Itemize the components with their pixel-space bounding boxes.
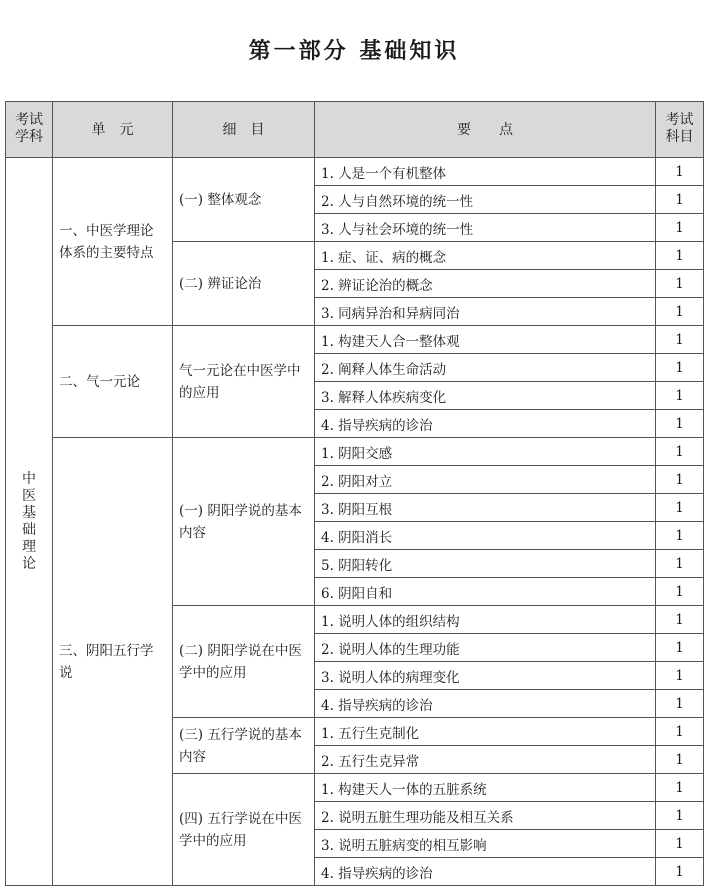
point-cell: 6. 阴阳自和 (315, 578, 656, 606)
point-cell: 2. 人与自然环境的统一性 (315, 186, 656, 214)
unit-cell: 一、中医学理论体系的主要特点 (53, 158, 173, 326)
point-cell: 1. 人是一个有机整体 (315, 158, 656, 186)
point-cell: 1. 构建天人一体的五脏系统 (315, 774, 656, 802)
point-cell: 1. 五行生克制化 (315, 718, 656, 746)
level-cell: 1 (656, 802, 704, 830)
level-cell: 1 (656, 186, 704, 214)
level-cell: 1 (656, 522, 704, 550)
point-cell: 3. 同病异治和异病同治 (315, 298, 656, 326)
level-cell: 1 (656, 662, 704, 690)
point-cell: 2. 五行生克异常 (315, 746, 656, 774)
header-detail: 细 目 (173, 102, 315, 158)
level-cell: 1 (656, 354, 704, 382)
level-cell: 1 (656, 214, 704, 242)
level-cell: 1 (656, 578, 704, 606)
level-cell: 1 (656, 634, 704, 662)
point-cell: 3. 阴阳互根 (315, 494, 656, 522)
level-cell: 1 (656, 466, 704, 494)
point-cell: 1. 症、证、病的概念 (315, 242, 656, 270)
page-title: 第一部分 基础知识 (248, 39, 460, 64)
point-cell: 2. 阐释人体生命活动 (315, 354, 656, 382)
table-row (6, 326, 704, 354)
point-cell: 1. 说明人体的组织结构 (315, 606, 656, 634)
level-cell: 1 (656, 718, 704, 746)
level-cell: 1 (656, 326, 704, 354)
detail-cell: (二) 辨证论治 (173, 242, 315, 326)
unit-cell: 三、阴阳五行学说 (53, 438, 173, 886)
detail-cell: (三) 五行学说的基本内容 (173, 718, 315, 774)
detail-cell: 气一元论在中医学中的应用 (173, 326, 315, 438)
unit-cell: 二、气一元论 (53, 326, 173, 438)
level-cell: 1 (656, 690, 704, 718)
header-unit: 单 元 (53, 102, 173, 158)
point-cell: 3. 说明人体的病理变化 (315, 662, 656, 690)
point-cell: 4. 阴阳消长 (315, 522, 656, 550)
header-level: 考试科目 (656, 102, 704, 158)
detail-cell: (一) 整体观念 (173, 158, 315, 242)
subject-cell: 中医基础理论 (6, 158, 53, 886)
table-row (6, 438, 704, 466)
level-cell: 1 (656, 606, 704, 634)
point-cell: 1. 构建天人合一整体观 (315, 326, 656, 354)
point-cell: 4. 指导疾病的诊治 (315, 690, 656, 718)
level-cell: 1 (656, 242, 704, 270)
level-cell: 1 (656, 774, 704, 802)
detail-cell: (二) 阴阳学说在中医学中的应用 (173, 606, 315, 718)
detail-cell: (一) 阴阳学说的基本内容 (173, 438, 315, 606)
level-cell: 1 (656, 382, 704, 410)
point-cell: 4. 指导疾病的诊治 (315, 858, 656, 886)
point-cell: 2. 辨证论治的概念 (315, 270, 656, 298)
level-cell: 1 (656, 830, 704, 858)
level-cell: 1 (656, 746, 704, 774)
point-cell: 5. 阴阳转化 (315, 550, 656, 578)
level-cell: 1 (656, 158, 704, 186)
detail-cell: (四) 五行学说在中医学中的应用 (173, 774, 315, 886)
point-cell: 3. 说明五脏病变的相互影响 (315, 830, 656, 858)
point-cell: 2. 说明五脏生理功能及相互关系 (315, 802, 656, 830)
syllabus-table (5, 101, 704, 886)
header-subject: 考试学科 (6, 102, 53, 158)
level-cell: 1 (656, 550, 704, 578)
table-row (6, 158, 704, 186)
point-cell: 2. 说明人体的生理功能 (315, 634, 656, 662)
point-cell: 4. 指导疾病的诊治 (315, 410, 656, 438)
level-cell: 1 (656, 298, 704, 326)
point-cell: 3. 人与社会环境的统一性 (315, 214, 656, 242)
table-header-row (6, 102, 704, 158)
level-cell: 1 (656, 438, 704, 466)
level-cell: 1 (656, 270, 704, 298)
level-cell: 1 (656, 410, 704, 438)
level-cell: 1 (656, 494, 704, 522)
level-cell: 1 (656, 858, 704, 886)
point-cell: 3. 解释人体疾病变化 (315, 382, 656, 410)
point-cell: 1. 阴阳交感 (315, 438, 656, 466)
header-points: 要 点 (315, 102, 656, 158)
point-cell: 2. 阴阳对立 (315, 466, 656, 494)
